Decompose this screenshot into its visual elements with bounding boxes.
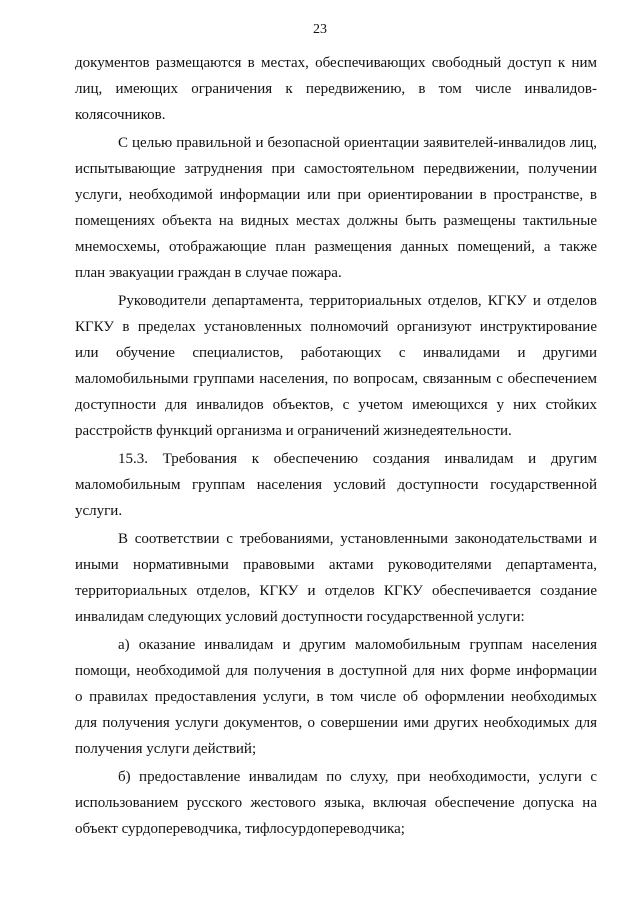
text-line: Руководители департамента, территориальных отделов, КГКУ и отделов [118, 293, 597, 309]
text-line: 15.3. Требования к обеспечению создания инвалидам и другим [118, 451, 597, 467]
text-line: территориальных отделов, КГКУ и отделов КГКУ обеспечивается создание [75, 583, 597, 599]
text-line: услуги. [75, 503, 123, 519]
paragraph [75, 526, 597, 630]
text-line: доступности для инвалидов объектов, с учетом имеющихся у них стойких [75, 397, 597, 413]
paragraph [75, 130, 597, 286]
document-body [75, 50, 597, 844]
text-line: КГКУ в пределах установленных полномочий организуют инструктирование [75, 319, 597, 335]
text-line: испытывающие затруднения при самостоятельном передвижении, получении [75, 161, 597, 177]
text-line: объект сурдопереводчика, тифлосурдопереводчика; [75, 821, 405, 837]
text-line: использованием русского жестового языка, включая обеспечение допуска на [75, 795, 597, 811]
text-line: помещениях объекта на видных местах должны быть размещены тактильные [75, 213, 597, 229]
text-line: б) предоставление инвалидам по слуху, при необходимости, услуги с [118, 769, 597, 785]
paragraph [75, 764, 597, 842]
paragraph [75, 446, 597, 524]
text-line: колясочников. [75, 107, 166, 123]
text-line: маломобильными группами населения, по вопросам, связанным с обеспечением [75, 371, 597, 387]
paragraph [75, 632, 597, 762]
text-line: или обучение специалистов, работающих с инвалидами и другими [75, 345, 597, 361]
text-line: маломобильным группам населения условий доступности государственной [75, 477, 597, 493]
text-line: лиц, имеющих ограничения к передвижению, в том числе инвалидов- [75, 81, 597, 97]
text-line: инвалидам следующих условий доступности государственной услуги: [75, 609, 525, 625]
text-line: иными нормативными правовыми актами руководителями департамента, [75, 557, 597, 573]
text-line: С целью правильной и безопасной ориентации заявителей-инвалидов лиц, [118, 135, 597, 151]
paragraph [75, 288, 597, 444]
page-number: 23 [313, 22, 327, 37]
text-line: о правилах предоставления услуги, в том числе об оформлении необходимых [75, 689, 597, 705]
text-line: для получения услуги документов, о совершении ими других необходимых для [75, 715, 597, 731]
text-line: В соответствии с требованиями, установленными законодательствами и [118, 531, 597, 547]
text-line: помощи, необходимой для получения в доступной для них форме информации [75, 663, 597, 679]
paragraph [75, 50, 597, 128]
text-line: расстройств функций организма и ограничений жизнедеятельности. [75, 423, 512, 439]
text-line: получения услуги действий; [75, 741, 257, 757]
text-line: план эвакуации граждан в случае пожара. [75, 265, 342, 281]
text-line: услуги, необходимой информации или при ориентировании в пространстве, в [75, 187, 597, 203]
text-line: мнемосхемы, отображающие план размещения данных помещений, а также [75, 239, 597, 255]
text-line: а) оказание инвалидам и другим маломобильным группам населения [118, 637, 597, 653]
text-line: документов размещаются в местах, обеспечивающих свободный доступ к ним [75, 55, 597, 71]
